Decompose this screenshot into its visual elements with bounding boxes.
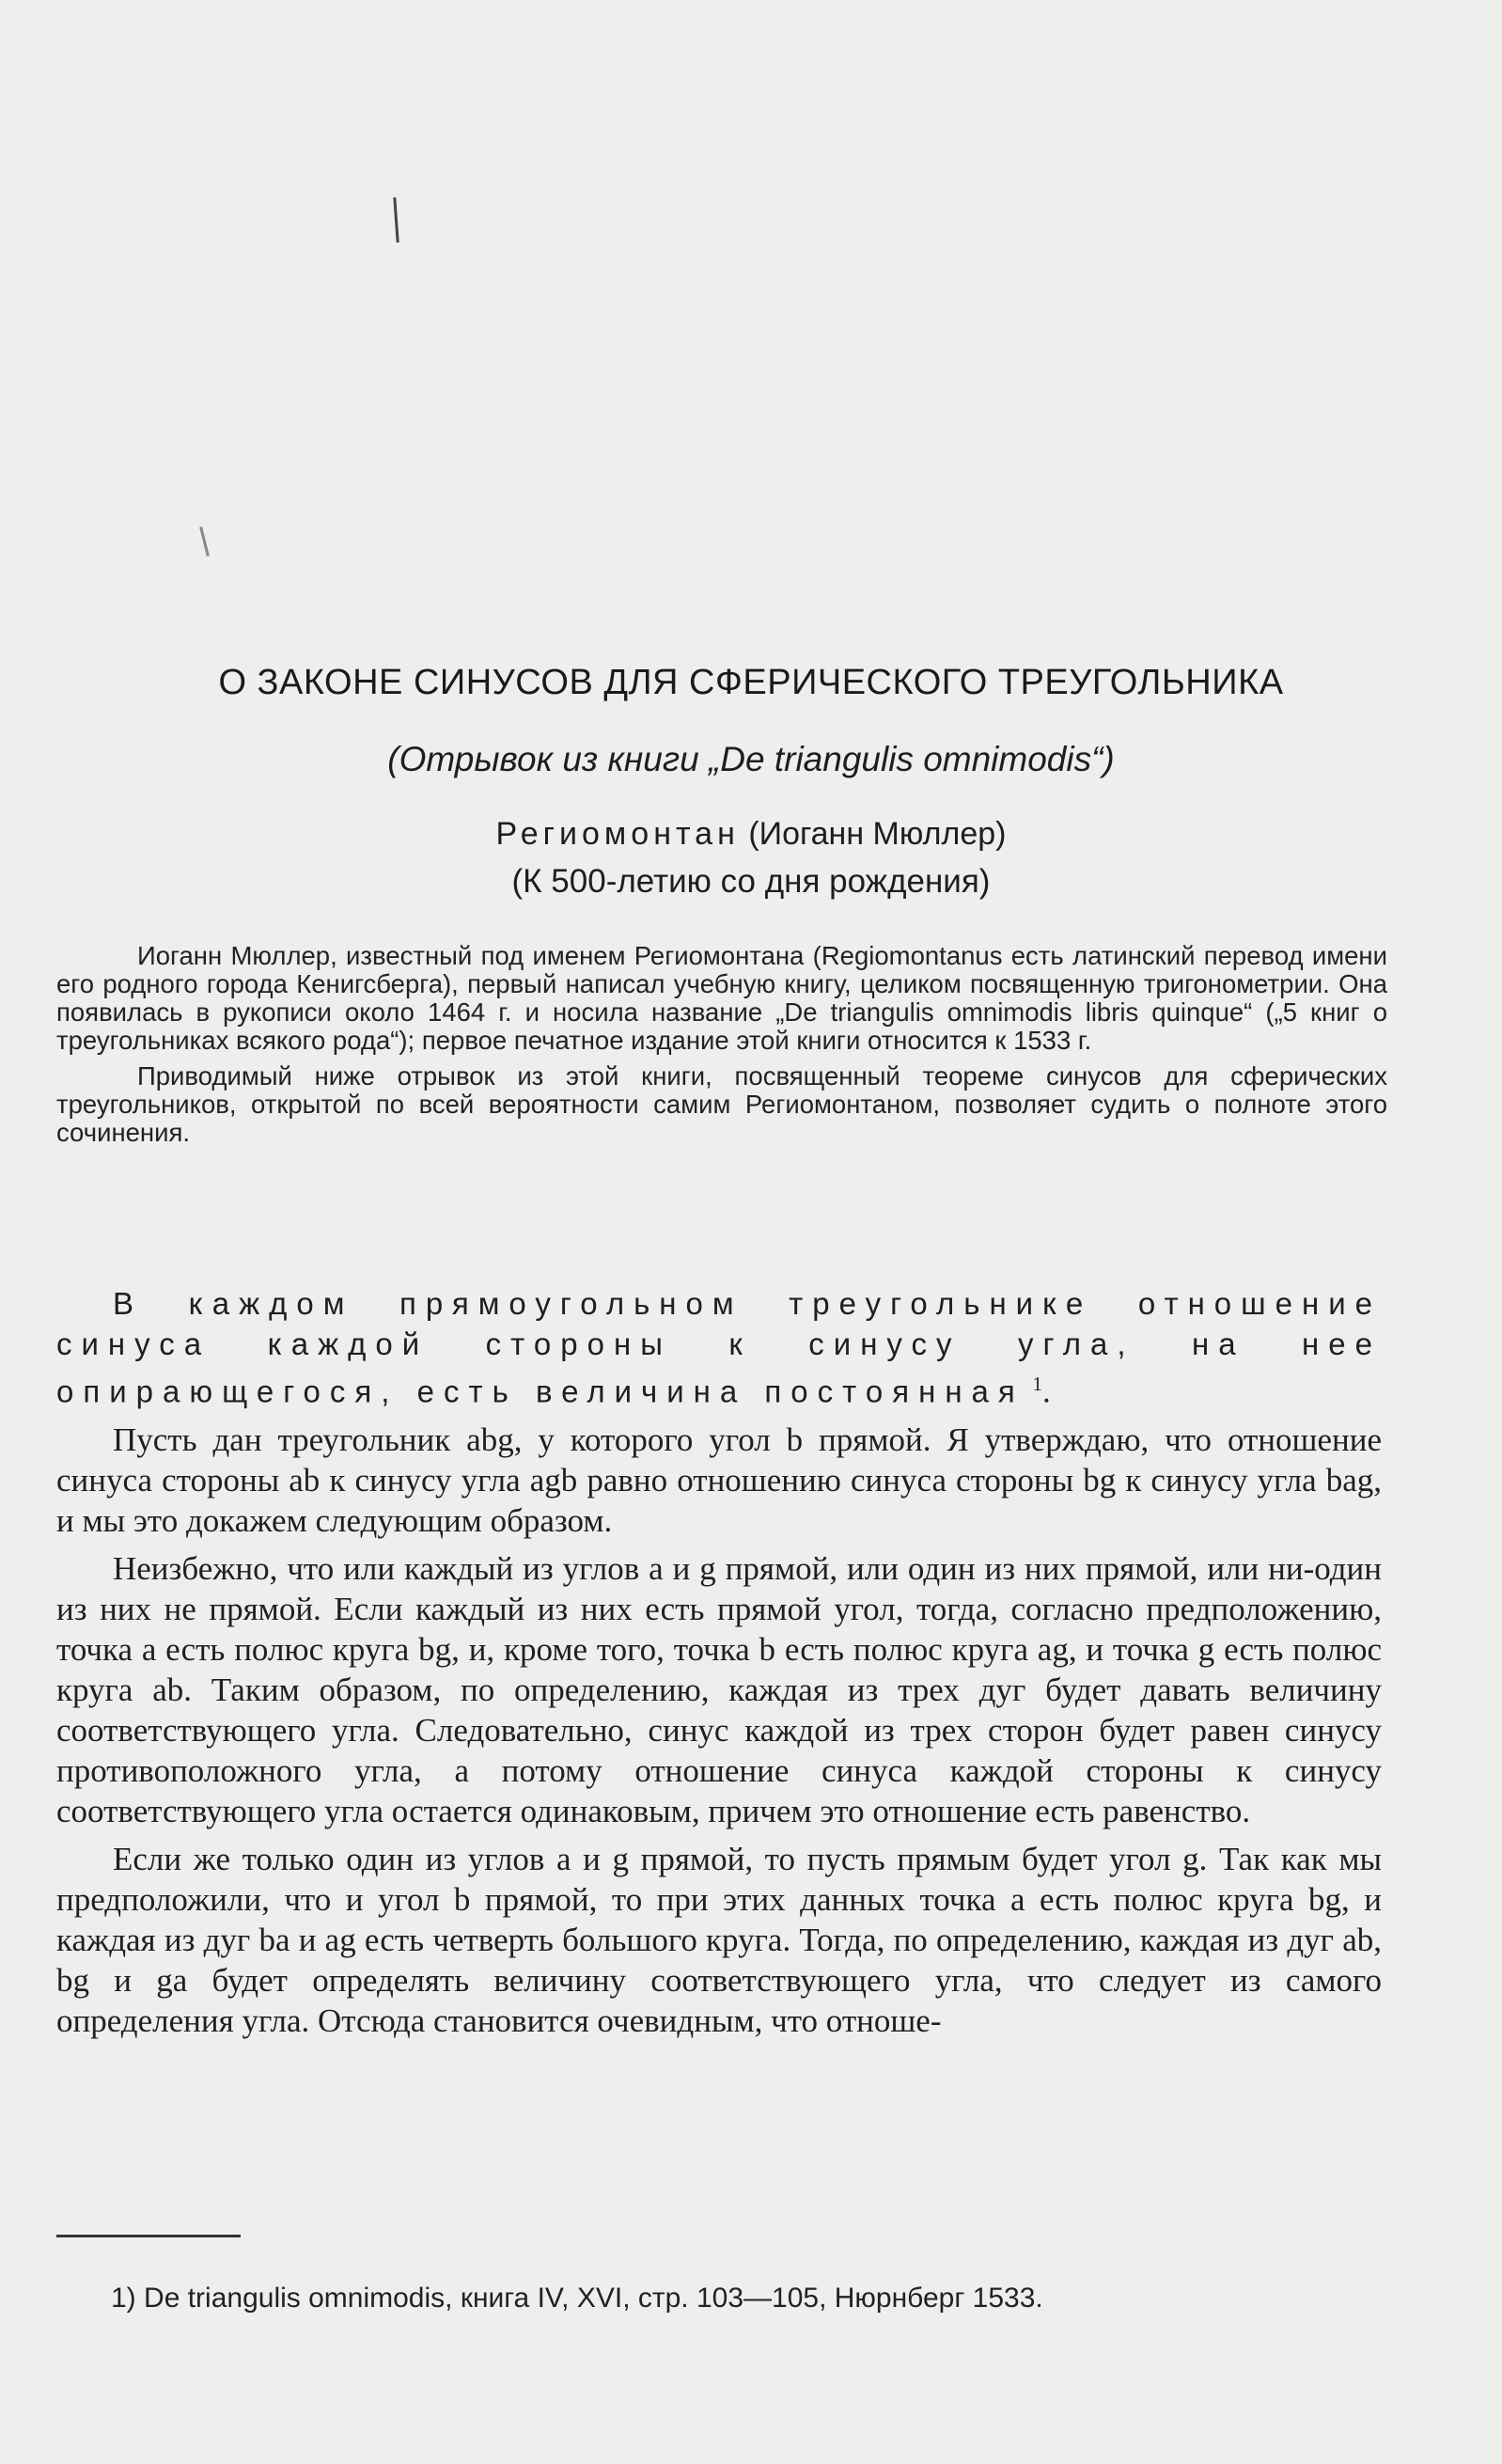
- article-title: О ЗАКОНЕ СИНУСОВ ДЛЯ СФЕРИЧЕСКОГО ТРЕУГОЛЬНИКА: [218, 663, 1284, 702]
- article-subtitle: (Отрывок из книги „De triangulis omnimodis“): [387, 740, 1115, 778]
- body-paragraph: Пусть дан треугольник abg, у которого угол b прямой. Я утверждаю, что отношение синуса стороны ab к синусу угла agb равно отношению синуса стороны bg к синусу угла bag, и мы это докажем следующим образом.: [56, 1420, 1382, 1539]
- footnote-text: De triangulis omnimodis, книга IV, XVI, стр. 103—105, Нюрнберг 1533.: [144, 2283, 1043, 2314]
- author-line: [56, 816, 1446, 853]
- theorem-text: В каждом прямоугольном треугольнике отношение синуса каждой стороны к синусу угла, на нее опирающегося, есть величина постоянная: [56, 1286, 1382, 1409]
- main-text: [56, 1283, 1382, 2041]
- theorem-statement: В каждом прямоугольном треугольнике отношение синуса каждой стороны к синусу угла, на нее опирающегося, есть величина постоянная $^1$.: [56, 1286, 1382, 1410]
- intro-section: [56, 942, 1387, 1147]
- author-real-name: (Иоганн Мюллер): [748, 816, 1007, 852]
- scan-mark: [393, 197, 399, 243]
- footnote: [111, 2283, 1389, 2315]
- intro-paragraph: Иоганн Мюллер, известный под именем Региомонтана (Regiomontanus есть латинский перевод имени его родного города Кенигсберга), первый написал учебную книгу, целиком посвященную тригонометрии. Она появилась в рукописи около 1464 г. и носила название „De triangulis omnimodis libris quinque“ („5 книг о треугольниках всякого рода“); первое печатное издание этой книги относится к 1533 г.: [56, 941, 1387, 1055]
- body-paragraph: Если же только один из углов a и g прямой, то пусть прямым будет угол g. Так как мы предположили, что и угол b прямой, то при этих данных точка a есть полюс круга bg, и каждая из дуг ba и ag есть четверть большого круга. Тогда, по определению, каждая из дуг ab, bg и ga будет определять величину соответствующего угла, что следует из самого определения угла. Отсюда становится очевидным, что отноше-: [56, 1840, 1382, 2039]
- footnote-divider: [56, 2235, 241, 2237]
- intro-paragraph: Приводимый ниже отрывок из этой книги, посвященный теореме синусов для сферических треугольников, открытой по всей вероятности самим Региомонтаном, позволяет судить о полноте этого сочинения.: [56, 1061, 1387, 1147]
- footnote-ref: 1: [1032, 1373, 1043, 1395]
- anniversary-note: (К 500-летию со дня рождения): [511, 863, 991, 900]
- footnote-marker: 1): [111, 2283, 136, 2314]
- scan-mark: [199, 526, 210, 557]
- author-name: Региомонтан: [495, 816, 740, 852]
- body-paragraph: Неизбежно, что или каждый из углов a и g прямой, или один из них прямой, или ни-один из них не прямой. Если каждый из них есть прямой угол, тогда, согласно предположению, точка a есть полюс круга bg, и, кроме того, точка b есть полюс круга ag, и точка g есть полюс круга ab. Таким образом, по определению, каждая из трех дуг будет давать величину соответствующего угла. Следовательно, синус каждой из трех сторон будет равен синусу противоположного угла, а потому отношение синуса каждой стороны к синусу соответствующего угла остается одинаковым, причем это отношение есть равенство.: [56, 1549, 1382, 1829]
